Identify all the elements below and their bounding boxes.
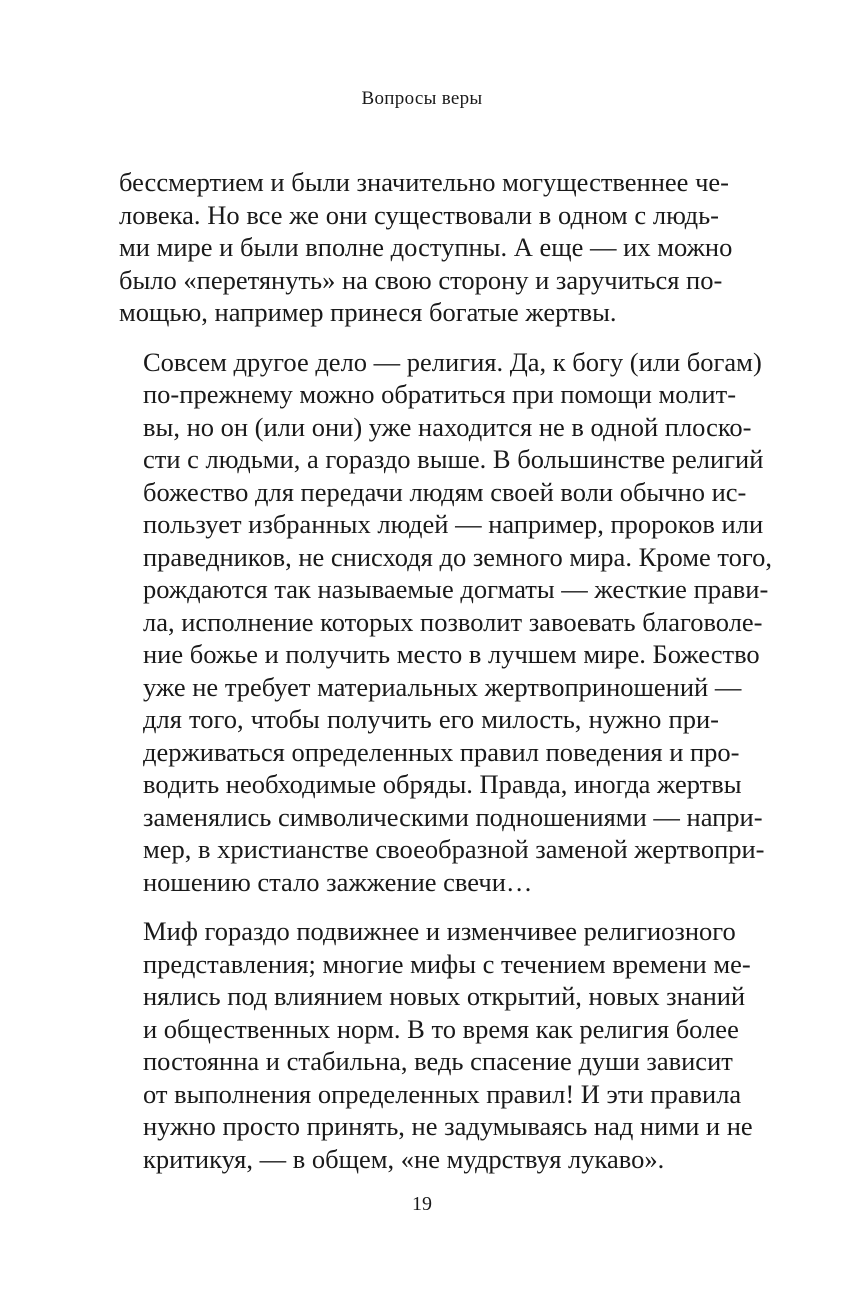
text-line: бессмертием и были значительно могущественнее че- xyxy=(119,167,729,197)
running-head: Вопросы веры xyxy=(361,88,483,109)
text-line: сти с людьми, а гораздо выше. В большинстве религий xyxy=(143,444,764,474)
text-line: ние божье и получить место в лучшем мире. Божество xyxy=(143,639,760,669)
text-line: рождаются так называемые догматы — жесткие прави- xyxy=(143,574,769,604)
text-line: ми мире и были вполне доступны. А еще — их можно xyxy=(119,232,733,262)
text-line: по-прежнему можно обратиться при помощи молит- xyxy=(143,379,737,409)
paragraph-1 xyxy=(119,166,733,329)
text-line: было «перетянуть» на свою сторону и заручиться по- xyxy=(119,264,723,295)
text-line: Миф гораздо подвижнее и изменчивее религиозного xyxy=(143,916,736,946)
paragraph-3 xyxy=(119,915,753,1175)
text-line: от выполнения определенных правил! И эти правила xyxy=(143,1078,742,1109)
text-line: представления; многие мифы с течением времени ме- xyxy=(143,948,751,979)
text-line: ла, исполнение которых позволит завоевать благоволе- xyxy=(143,606,763,637)
text-line: для того, чтобы получить его милость, нужно при- xyxy=(143,704,719,734)
text-line: постоянна и стабильна, ведь спасение души зависит xyxy=(143,1046,733,1076)
text-line: праведников, не снисходя до земного мира. Кроме того, xyxy=(143,541,772,572)
text-line: держиваться определенных правил поведения и про- xyxy=(143,736,740,767)
text-line: мощью, например принеся богатые жертвы. xyxy=(119,297,617,327)
text-line: Совсем другое дело — религия. Да, к богу (или богам) xyxy=(143,346,762,377)
page-number: 19 xyxy=(412,1193,432,1215)
text-line: и общественных норм. В то время как религия более xyxy=(143,1013,739,1044)
text-line: заменялись символическими подношениями — напри- xyxy=(143,801,763,832)
text-line: ловека. Но все же они существовали в одном с людь- xyxy=(119,199,719,230)
text-line: нужно просто принять, не задумываясь над ними и не xyxy=(143,1111,753,1141)
text-line: вы, но он (или они) уже находится не в одной плоско- xyxy=(143,411,752,442)
text-line: критикуя, — в общем, «не мудрствуя лукаво». xyxy=(143,1143,665,1174)
text-line: пользует избранных людей — например, пророков или xyxy=(143,509,764,539)
text-line: ношению стало зажжение свечи… xyxy=(143,866,533,897)
text-line: водить необходимые обряды. Правда, иногда жертвы xyxy=(143,769,742,799)
text-line: божество для передачи людям своей воли обычно ис- xyxy=(143,476,747,507)
body-text xyxy=(119,166,772,1175)
text-line: уже не требует материальных жертвоприношений — xyxy=(143,671,742,702)
text-line: нялись под влиянием новых открытий, новых знаний xyxy=(143,981,746,1011)
text-line: мер, в христианстве своеобразной заменой жертвопри- xyxy=(143,834,765,864)
paragraph-2 xyxy=(119,346,772,899)
